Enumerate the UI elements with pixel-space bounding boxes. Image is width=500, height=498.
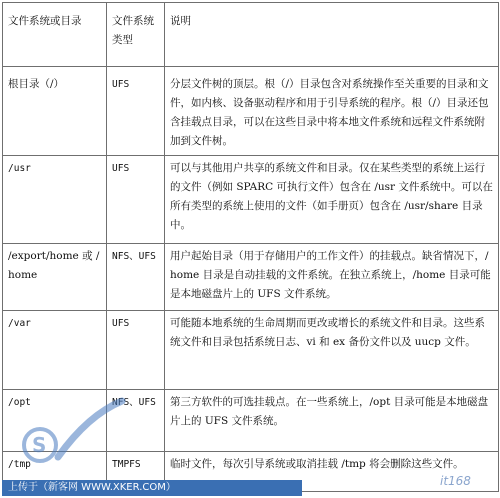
cell-description: 可能随本地系统的生命周期而更改或增长的系统文件和目录。这些系统文件和目录包括系统日志、vi 和 ex 备份文件以及 uucp 文件。 bbox=[165, 311, 499, 390]
svg-text:S: S bbox=[32, 433, 47, 457]
watermark-logo-icon bbox=[18, 395, 128, 475]
table-row bbox=[3, 244, 499, 311]
cell-type: UFS bbox=[107, 67, 165, 156]
cell-description: 用户起始目录（用于存储用户的工作文件）的挂载点。缺省情况下，/home 目录是自动挂载的文件系统。在独立系统上，/home 目录可能是本地磁盘片上的 UFS 文件系统。 bbox=[165, 244, 499, 311]
cell-directory: /tmp bbox=[3, 452, 107, 492]
table-header-row bbox=[3, 3, 499, 67]
cell-directory: 根目录（/） bbox=[3, 67, 107, 156]
cell-directory: /var bbox=[3, 311, 107, 390]
cell-description: 第三方软件的可选挂载点。在一些系统上，/opt 目录可能是本地磁盘片上的 UFS 文件系统。 bbox=[165, 390, 499, 452]
header-cell-type: 文件系统类型 bbox=[107, 3, 165, 67]
cell-type: UFS bbox=[107, 156, 165, 244]
upload-watermark-bar: 上传于（新客网 WWW.XKER.COM） bbox=[2, 480, 302, 496]
cell-type: TMPFS bbox=[107, 452, 165, 492]
cell-directory: /usr bbox=[3, 156, 107, 244]
cell-type: NFS、UFS bbox=[107, 390, 165, 452]
header-cell-directory: 文件系统或目录 bbox=[3, 3, 107, 67]
table-row bbox=[3, 311, 499, 390]
cell-description: 可以与其他用户共享的系统文件和目录。仅在某些类型的系统上运行的文件（例如 SPARC 可执行文件）包含在 /usr 文件系统中。可以在所有类型的系统上使用的文件（如手册页）包含在 /usr/share 目录中。 bbox=[165, 156, 499, 244]
it168-logo: it168 bbox=[440, 474, 471, 488]
header-cell-description: 说明 bbox=[165, 3, 499, 67]
cell-directory: /export/home 或 /home bbox=[3, 244, 107, 311]
cell-description: 临时文件，每次引导系统或取消挂载 /tmp 将会删除这些文件。 bbox=[165, 452, 499, 492]
table-row bbox=[3, 156, 499, 244]
cell-directory: /opt bbox=[3, 390, 107, 452]
cell-type: NFS、UFS bbox=[107, 244, 165, 311]
cell-description: 分层文件树的顶层。根（/）目录包含对系统操作至关重要的目录和文件，如内核、设备驱动程序和用于引导系统的程序。根（/）目录还包含挂载点目录，可以在这些目录中将本地文件系统和远程文件系统附加到文件树。 bbox=[165, 67, 499, 156]
cell-type: UFS bbox=[107, 311, 165, 390]
table-row bbox=[3, 67, 499, 156]
